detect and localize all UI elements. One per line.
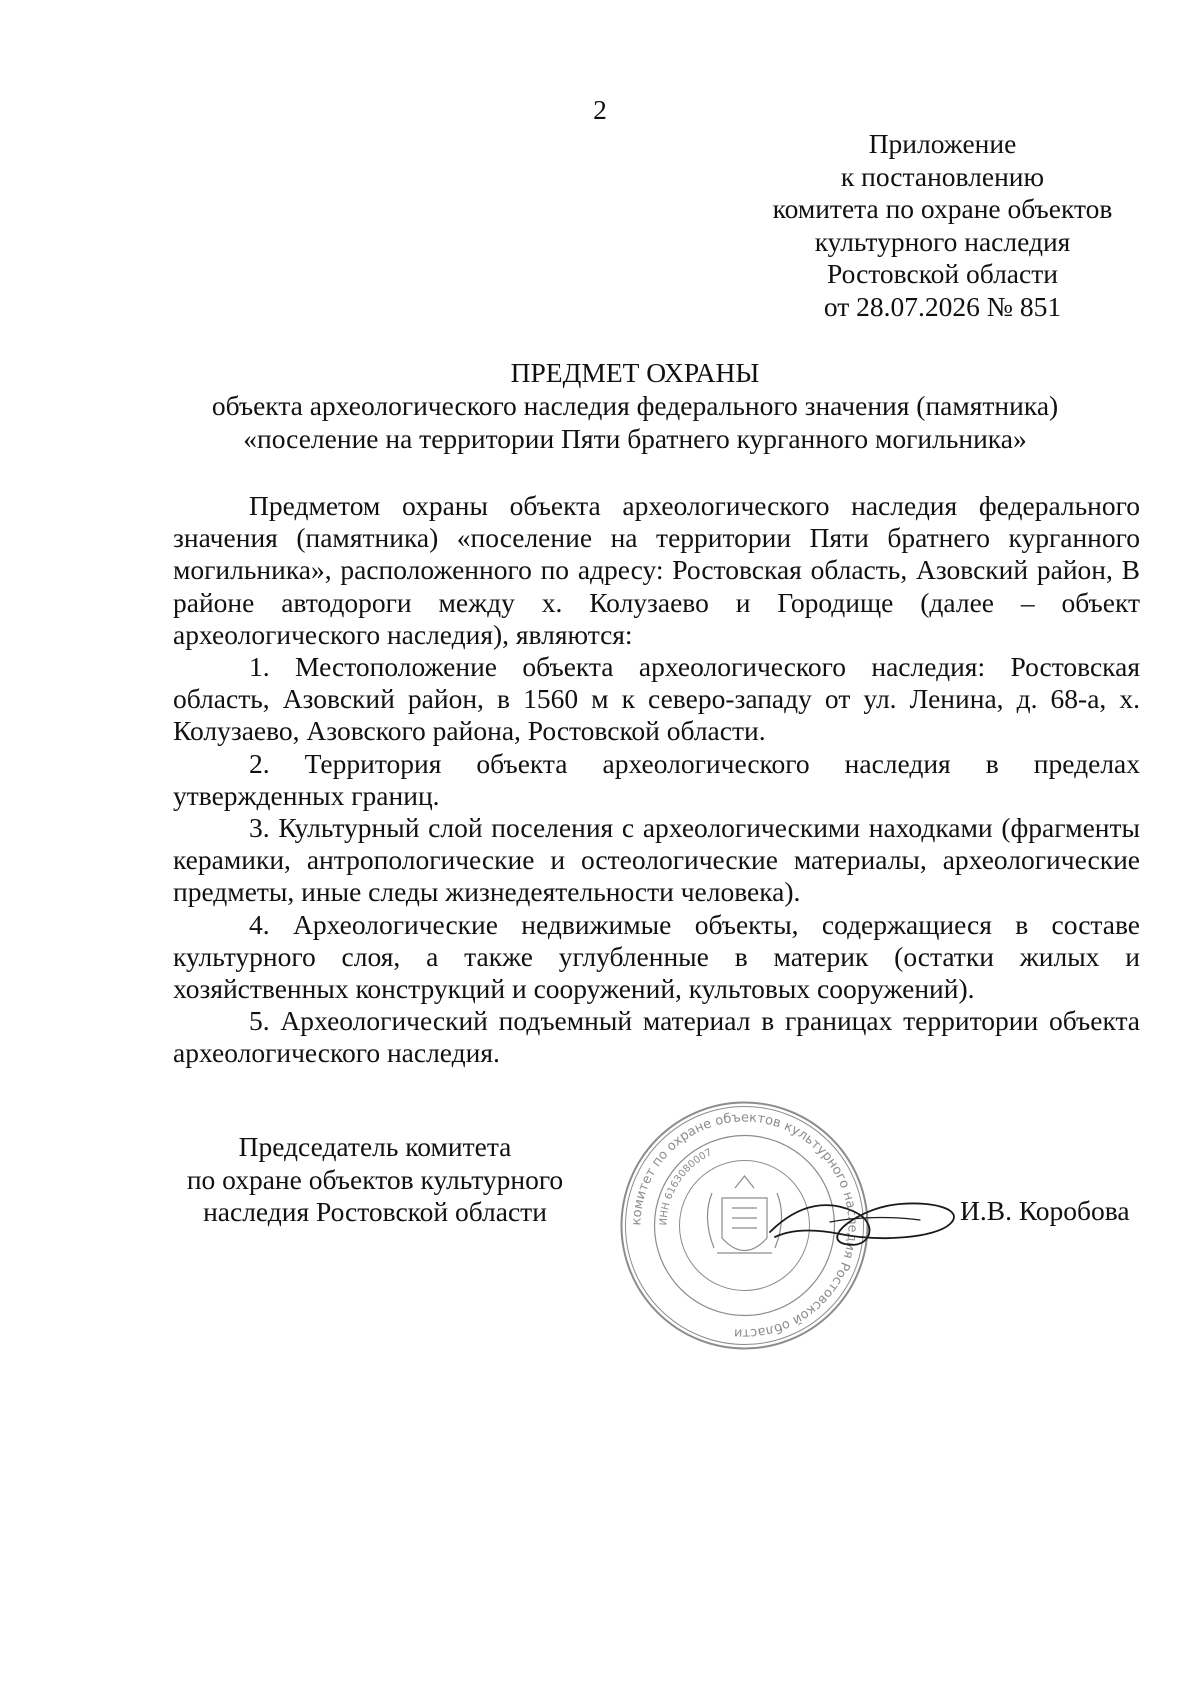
appendix-date-number: от 28.07.2026 № 851 xyxy=(823,290,1062,322)
signatory-position xyxy=(150,1131,600,1229)
signatory-name: И.В. Коробова xyxy=(960,1195,1130,1226)
document-subtitle-line: «поселение на территории Пяти братнего курганного могильника» xyxy=(243,423,1027,454)
list-item: 1. Местоположение объекта археологического наследия: Ростовская область, Азовский район, в 1560 м к северо-западу от ул. Ленина, д. 68-а, х. Колузаево, Азовского района, Ростовской области. xyxy=(173,651,1140,747)
appendix-line: к постановлению xyxy=(840,160,1045,192)
stamp-inner-text: ИНН 6163080007 xyxy=(658,1147,714,1226)
list-item: 2. Территория объекта археологического наследия в пределах утвержденных границ. xyxy=(173,747,1140,811)
intro-paragraph: Предметом охраны объекта археологического наследия федерального значения (памятника) «поселение на территории Пяти братнего курганного могильника», расположенного по адресу: Ростовская область, Азовский район, В районе автодороги между х. Колузаево и Городище (далее – объект археологического наследия), являются: xyxy=(173,490,1140,650)
appendix-line: культурного наследия xyxy=(814,225,1071,257)
appendix-line: комитета по охране объектов xyxy=(772,193,1113,224)
list-item: 5. Археологический подъемный материал в границах территории объекта археологического наследия. xyxy=(173,1005,1140,1069)
appendix-line: Приложение xyxy=(868,128,1017,159)
signatory-position-line: Председатель комитета xyxy=(238,1131,512,1162)
appendix-block xyxy=(760,128,1125,323)
signatory-position-line: наследия Ростовской области xyxy=(203,1196,547,1227)
page-number: 2 xyxy=(593,94,607,125)
signatory-position-line: по охране объектов культурного xyxy=(186,1163,564,1195)
document-heading: ПРЕДМЕТ ОХРАНЫ xyxy=(510,357,760,388)
stamp-outer-text: комитет по охране объектов культурного наследия Ростовской области xyxy=(629,1110,860,1341)
list-item: 4. Археологические недвижимые объекты, содержащиеся в составе культурного слоя, а также углубленные в материк (остатки жилых и хозяйственных конструкций и сооружений, культовых сооружений). xyxy=(173,908,1140,1005)
document-body xyxy=(173,490,1140,1070)
document-subtitle-line: объекта археологического наследия федерального значения (памятника) xyxy=(211,390,1059,421)
list-item: 3. Культурный слой поселения с археологическими находками (фрагменты керамики, антропологические и остеологические материалы, археологические предметы, иные следы жизнедеятельности человека). xyxy=(173,812,1140,908)
appendix-line: Ростовской области xyxy=(827,258,1058,289)
document-title-block xyxy=(140,356,1130,455)
